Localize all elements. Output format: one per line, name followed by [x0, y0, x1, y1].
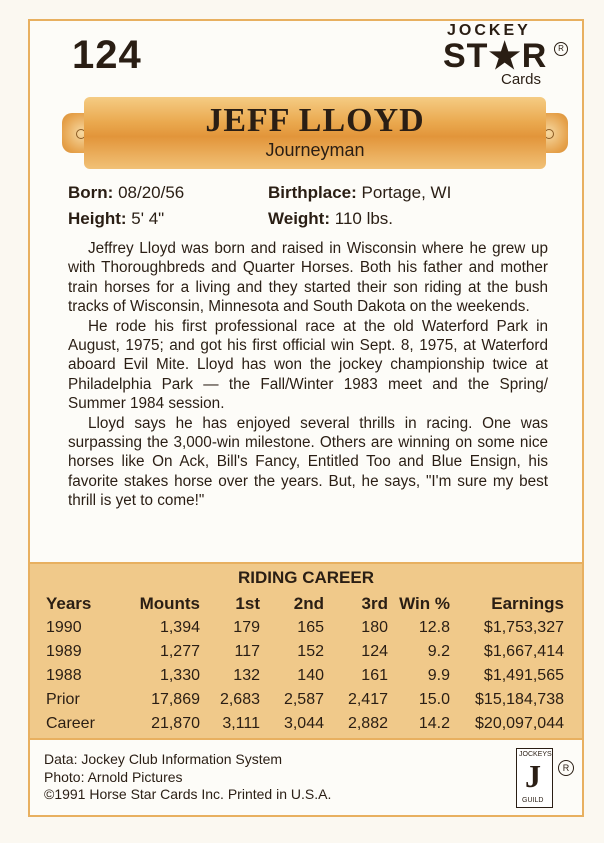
- height-value: 5' 4": [131, 209, 165, 228]
- card-credits: [44, 751, 331, 804]
- career-title: RIDING CAREER: [237, 568, 374, 587]
- born-label: Born:: [68, 183, 114, 202]
- career-table: [46, 592, 564, 736]
- table-cell: 180: [361, 619, 388, 636]
- registered-icon: R: [558, 760, 574, 776]
- copyright-text: ©1991 Horse Star Cards Inc. Printed in U.S.A.: [44, 786, 332, 802]
- table-cell: 2,417: [347, 691, 388, 708]
- photo-credit: Photo: Arnold Pictures: [44, 768, 183, 785]
- table-cell: 1988: [46, 667, 82, 684]
- jockey-title: Journeyman: [265, 140, 365, 160]
- table-cell: 140: [297, 667, 324, 684]
- table-cell: 2,882: [347, 715, 388, 732]
- bio-paragraph: Jeffrey Lloyd was born and raised in Wisconsin where he grew up with Thoroughbreds and Quarter Horses. Both his father and mother train horses for a living and they started their son riding at the bush tracks of Wisconsin, Minnesota and South Dakota on the weekends.: [68, 240, 548, 316]
- table-cell: 9.9: [427, 667, 450, 684]
- guild-bottom-text: GUILD: [522, 797, 544, 804]
- bio-paragraph: Lloyd says he has enjoyed several thrills in racing. One was surpassing the 3,000-win milestone. Others are winning on some nice horses like On Ack, Bill's Fancy, Entitled Too and Blue Ensign, his favorite stakes horse over the years. But, he says, "I'm sure my best thrill is yet to come!": [68, 414, 548, 510]
- table-cell: 17,869: [151, 691, 200, 708]
- table-row: [46, 688, 564, 712]
- column-header: 2nd: [293, 594, 324, 613]
- birthplace-label: Birthplace:: [268, 183, 357, 202]
- table-cell: 124: [361, 643, 388, 660]
- table-cell: 117: [234, 643, 260, 660]
- table-cell: 161: [361, 667, 388, 684]
- vital-stats: [68, 183, 568, 235]
- column-header: 1st: [235, 594, 260, 613]
- table-cell: 3,111: [222, 715, 260, 732]
- guild-top-text: JOCKEYS: [519, 751, 552, 758]
- table-cell: Career: [46, 715, 95, 732]
- bio-paragraph: He rode his first professional race at the old Waterford Park in August, 1975; and got his first official win Sept. 8, 1975, at Waterford aboard Evil Mite. Lloyd has won the jockey championship twice at Philadelphia Park — the Fall/Winter 1983 meet and the Spring/ Summer 1984 session.: [68, 317, 548, 413]
- table-cell: $20,097,044: [475, 715, 564, 732]
- jockey-name: JEFF LLOYD: [205, 102, 425, 139]
- table-cell: 2,683: [219, 691, 260, 708]
- table-cell: 1,330: [159, 667, 200, 684]
- table-cell: 12.8: [418, 619, 450, 636]
- table-cell: 3,044: [283, 715, 324, 732]
- table-cell: 9.2: [427, 643, 450, 660]
- table-cell: $1,753,327: [483, 619, 564, 636]
- table-cell: $1,667,414: [483, 643, 564, 660]
- table-cell: 132: [233, 667, 260, 684]
- column-header: Win %: [399, 594, 450, 613]
- table-cell: 1990: [46, 619, 82, 636]
- table-cell: Prior: [46, 691, 80, 708]
- table-header-row: [46, 592, 564, 616]
- table-cell: 165: [297, 619, 324, 636]
- table-cell: 1989: [46, 643, 82, 660]
- biography: [68, 239, 548, 511]
- height-label: Height:: [68, 209, 127, 228]
- logo-cards-text: Cards: [501, 71, 542, 88]
- guild-letter: J: [525, 758, 541, 794]
- table-row: [46, 712, 564, 736]
- table-row: [46, 616, 564, 640]
- jockey-star-logo: [443, 22, 571, 92]
- card-number: 124: [72, 33, 142, 77]
- column-header: Earnings: [491, 594, 564, 613]
- data-credit: Data: Jockey Club Information System: [44, 751, 283, 767]
- column-header: 3rd: [361, 594, 388, 613]
- weight-label: Weight:: [268, 209, 331, 228]
- column-header: Years: [46, 594, 92, 613]
- star-icon: ★: [488, 35, 522, 76]
- table-cell: 15.0: [418, 691, 450, 708]
- table-cell: 14.2: [418, 715, 450, 732]
- table-cell: 21,870: [151, 715, 200, 732]
- jockeys-guild-logo: [516, 748, 553, 808]
- born-value: 08/20/56: [118, 183, 185, 202]
- name-plaque: [62, 97, 568, 169]
- column-header: Mounts: [139, 594, 200, 613]
- table-cell: 152: [297, 643, 324, 660]
- table-row: [46, 640, 564, 664]
- table-cell: $1,491,565: [483, 667, 564, 684]
- table-row: [46, 664, 564, 688]
- table-cell: $15,184,738: [475, 691, 564, 708]
- weight-value: 110 lbs.: [334, 209, 394, 228]
- registered-icon: R: [554, 42, 568, 56]
- table-cell: 1,277: [159, 643, 200, 660]
- birthplace-value: Portage, WI: [361, 183, 452, 202]
- logo-jockey-text: JOCKEY: [447, 22, 531, 39]
- logo-star-text: ST★R: [443, 35, 548, 76]
- riding-career-panel: [30, 562, 582, 740]
- table-cell: 1,394: [159, 619, 200, 636]
- table-cell: 2,587: [283, 691, 324, 708]
- stats-row: [68, 209, 568, 235]
- table-cell: 179: [233, 619, 260, 636]
- stats-row: [68, 183, 568, 209]
